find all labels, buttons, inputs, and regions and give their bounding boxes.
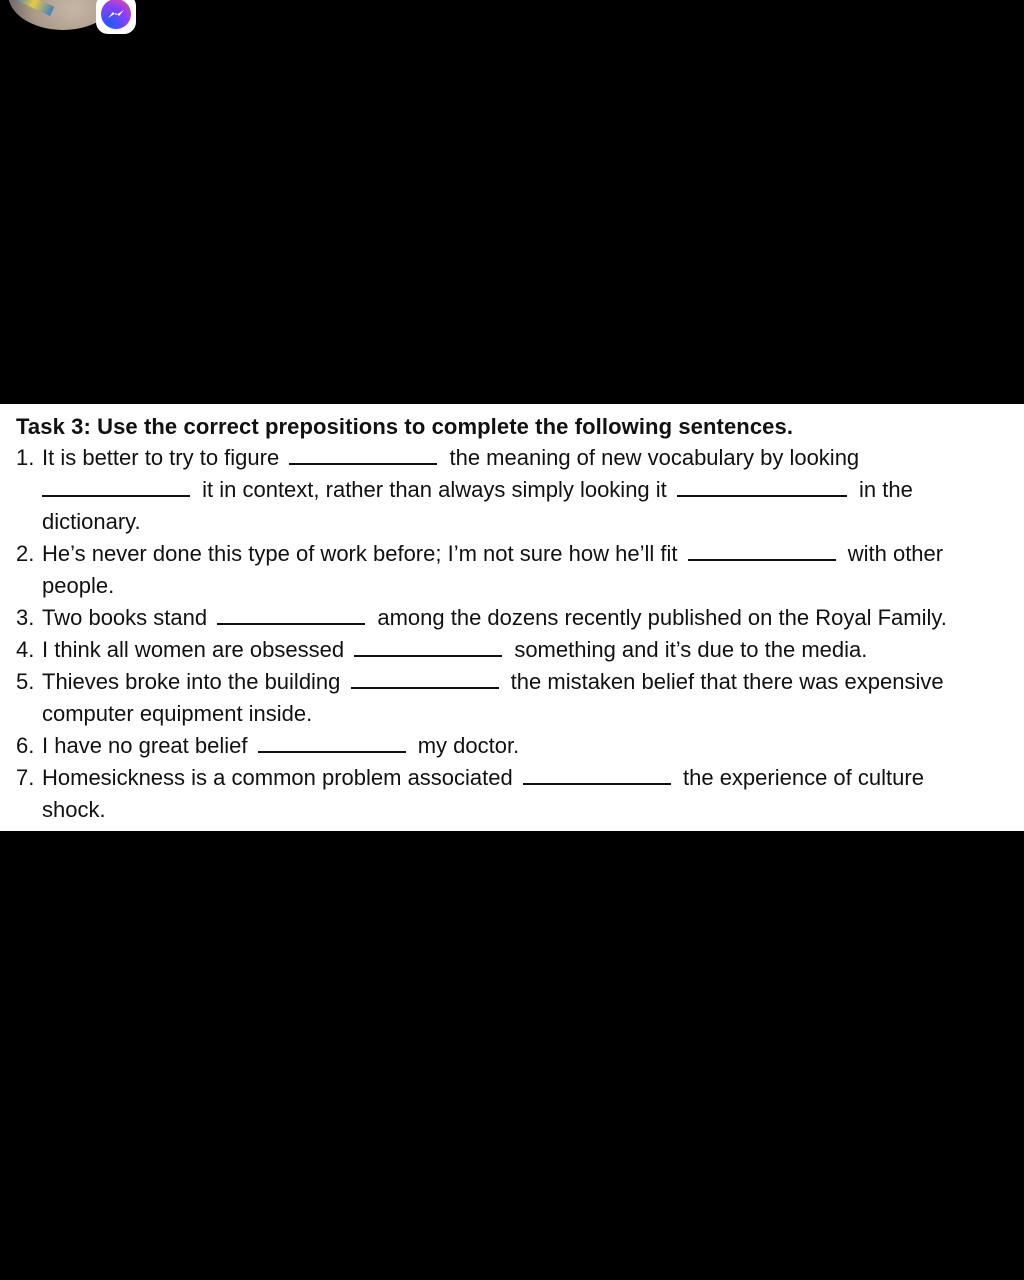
sentence-item-3 xyxy=(16,602,1024,634)
sentence-item-5 xyxy=(16,666,1024,730)
item-text: with other xyxy=(847,541,944,566)
item-number: 6. xyxy=(16,733,35,758)
sentence-item-6 xyxy=(16,730,1024,762)
item-text: the experience of culture xyxy=(683,765,924,790)
sentence-list xyxy=(16,442,1024,826)
item-text: Homesickness is a common problem associated xyxy=(42,765,513,790)
item-text: my doctor. xyxy=(417,733,520,758)
messenger-glyph xyxy=(101,0,131,29)
answer-blank[interactable] xyxy=(523,763,671,785)
messenger-bolt-icon xyxy=(107,8,125,20)
answer-blank[interactable] xyxy=(354,635,502,657)
item-number: 3. xyxy=(16,605,35,630)
sentence-item-2 xyxy=(16,538,1024,602)
answer-blank[interactable] xyxy=(42,475,190,497)
item-text: the meaning of new vocabulary by looking xyxy=(449,445,860,470)
sentence-item-4 xyxy=(16,634,1024,666)
task-title: Task 3: Use the correct prepositions to complete the following sentences. xyxy=(16,414,794,439)
answer-blank[interactable] xyxy=(351,667,499,689)
item-text: in the xyxy=(859,477,913,502)
item-text: I have no great belief xyxy=(42,733,248,758)
item-text: It is better to try to figure xyxy=(42,445,280,470)
answer-blank[interactable] xyxy=(258,731,406,753)
item-number: 1. xyxy=(16,445,35,470)
answer-blank[interactable] xyxy=(677,475,847,497)
item-text: the mistaken belief that there was expensive xyxy=(510,669,944,694)
item-text: computer equipment inside. xyxy=(42,701,313,726)
item-number: 2. xyxy=(16,541,35,566)
item-number: 4. xyxy=(16,637,35,662)
top-left-overlay xyxy=(0,0,140,36)
item-number: 5. xyxy=(16,669,35,694)
worksheet-panel xyxy=(0,404,1024,831)
item-text: Thieves broke into the building xyxy=(42,669,341,694)
item-text: shock. xyxy=(42,797,106,822)
item-text: it in context, rather than always simply looking it xyxy=(202,477,667,502)
item-text: dictionary. xyxy=(42,509,141,534)
sentence-item-1 xyxy=(16,442,1024,538)
item-text: something and it’s due to the media. xyxy=(514,637,868,662)
item-text: Two books stand xyxy=(42,605,208,630)
answer-blank[interactable] xyxy=(289,443,437,465)
item-text: among the dozens recently published on the Royal Family. xyxy=(377,605,947,630)
item-number: 7. xyxy=(16,765,35,790)
item-text: people. xyxy=(42,573,115,598)
item-text: I think all women are obsessed xyxy=(42,637,345,662)
messenger-icon[interactable] xyxy=(96,0,136,34)
sentence-item-7 xyxy=(16,762,1024,826)
answer-blank[interactable] xyxy=(688,539,836,561)
item-text: He’s never done this type of work before; I’m not sure how he’ll fit xyxy=(42,541,678,566)
answer-blank[interactable] xyxy=(217,603,365,625)
